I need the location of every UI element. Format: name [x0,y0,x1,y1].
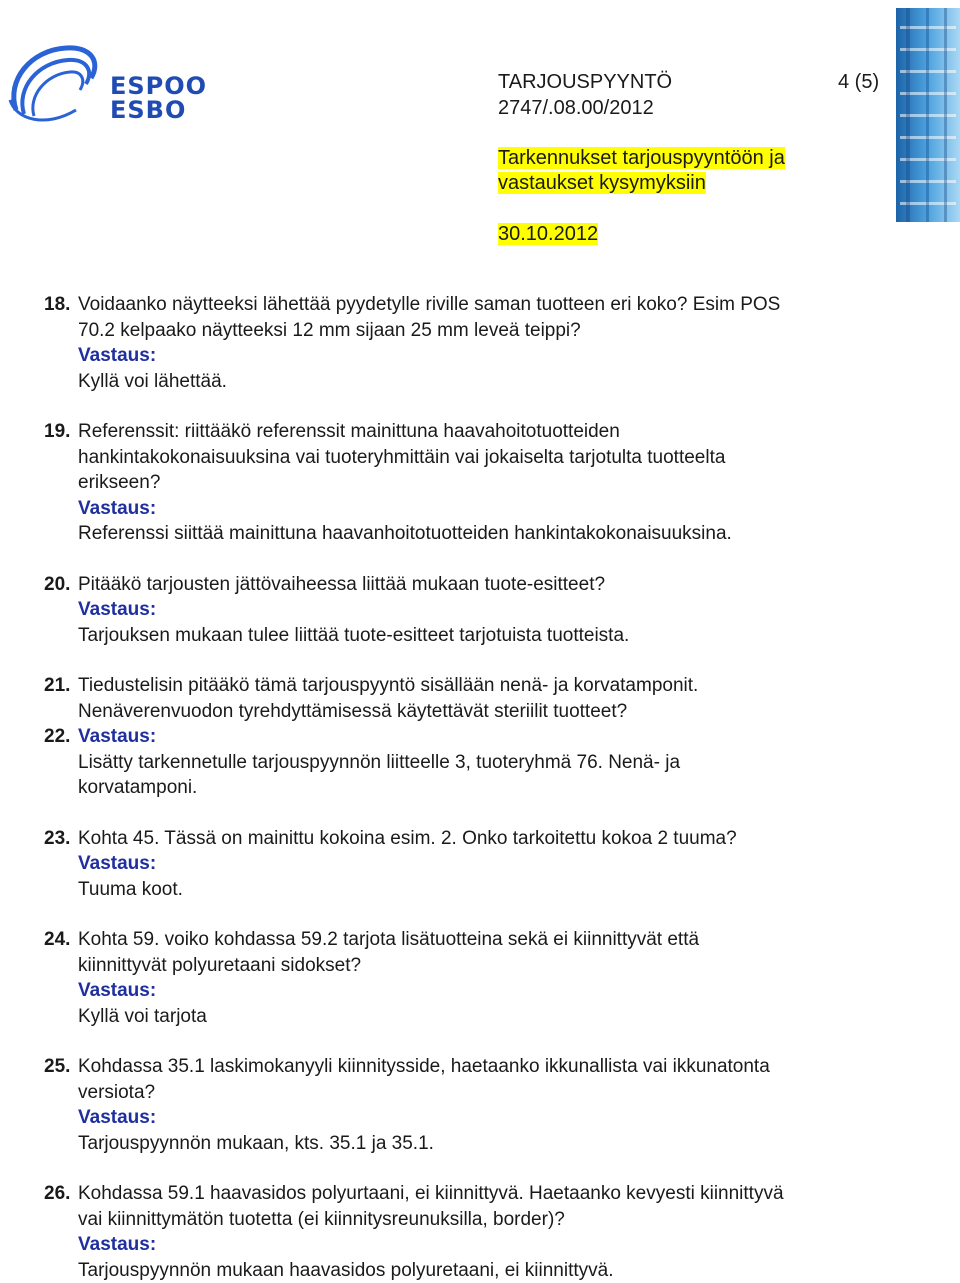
logo-text-esbo: ESBO [110,98,186,122]
answer-line: korvatamponi. [78,775,914,801]
question-line: vai kiinnittymätön tuotetta (ei kiinnitysreunuksilla, border)? [78,1207,914,1233]
subtitle-line-2: vastaukset kysymyksiin [498,172,706,194]
answer-label: Vastaus: [78,978,914,1004]
question-line: 70.2 kelpaako näytteeksi 12 mm sijaan 25 mm leveä teippi? [78,318,914,344]
spacer [44,547,914,572]
answer-label: Vastaus: [78,343,914,369]
decorative-stripe-graphic [896,8,960,222]
answer-label: Vastaus: [78,724,914,750]
qa-item [44,1181,914,1283]
item-number: 18. [44,292,70,318]
answer-label: Vastaus: [78,851,914,877]
item-number: 20. [44,572,70,598]
qa-item [44,724,914,801]
answer-line: Kyllä voi lähettää. [78,369,914,395]
answer-label: Vastaus: [78,1232,914,1258]
answer-line: Tuuma koot. [78,877,914,903]
item-number: 23. [44,826,70,852]
page-number: 4 (5) [838,70,879,94]
answer-line: Tarjouksen mukaan tulee liittää tuote-esitteet tarjotuista tuotteista. [78,623,914,649]
qa-list [44,292,914,1283]
question-line: Kohta 59. voiko kohdassa 59.2 tarjota lisätuotteina sekä ei kiinnittyvät että [78,927,914,953]
subtitle-line-1: Tarkennukset tarjouspyyntöön ja [498,147,785,169]
qa-item [44,826,914,903]
question-line: versiota? [78,1080,914,1106]
espoo-logo [6,40,196,130]
spacer [44,1029,914,1054]
qa-item [44,419,914,547]
question-line: kiinnittyvät polyuretaani sidokset? [78,953,914,979]
qa-item [44,572,914,649]
answer-label: Vastaus: [78,1105,914,1131]
item-number: 19. [44,419,70,445]
spacer [44,648,914,673]
logo-text-espoo: ESPOO [110,74,207,98]
question-line: Tiedustelisin pitääkö tämä tarjouspyyntö sisällään nenä- ja korvatamponit. [78,673,914,699]
spacer [44,1156,914,1181]
answer-label: Vastaus: [78,496,914,522]
item-number: 24. [44,927,70,953]
spacer [44,394,914,419]
item-number: 26. [44,1181,70,1207]
reference-number: 2747/.08.00/2012 [498,96,654,120]
question-line: Kohta 45. Tässä on mainittu kokoina esim. 2. Onko tarkoitettu kokoa 2 tuuma? [78,826,914,852]
question-line: hankintakokonaisuuksina vai tuoteryhmittäin vai jokaiselta tarjotulta tuotteelta [78,445,914,471]
question-line: Kohdassa 59.1 haavasidos polyurtaani, ei kiinnittyvä. Haetaanko kevyesti kiinnittyvä [78,1181,914,1207]
answer-line: Lisätty tarkennetulle tarjouspyynnön liitteelle 3, tuoteryhmä 76. Nenä- ja [78,750,914,776]
qa-item [44,673,914,724]
question-line: Referenssit: riittääkö referenssit mainittuna haavahoitotuotteiden [78,419,914,445]
qa-item [44,292,914,394]
answer-line: Kyllä voi tarjota [78,1004,914,1030]
document-title: TARJOUSPYYNTÖ [498,70,672,94]
question-line: Voidaanko näytteeksi lähettää pyydetylle riville saman tuotteen eri koko? Esim POS [78,292,914,318]
document-date: 30.10.2012 [498,223,598,245]
item-number: 25. [44,1054,70,1080]
answer-line: Tarjouspyynnön mukaan, kts. 35.1 ja 35.1. [78,1131,914,1157]
answer-line: Referenssi siittää mainittuna haavanhoitotuotteiden hankintakokonaisuuksina. [78,521,914,547]
question-line: erikseen? [78,470,914,496]
spacer [44,801,914,826]
answer-line: Tarjouspyynnön mukaan haavasidos polyuretaani, ei kiinnittyvä. [78,1258,914,1283]
answer-label: Vastaus: [78,597,914,623]
question-line: Pitääkö tarjousten jättövaiheessa liittää mukaan tuote-esitteet? [78,572,914,598]
question-line: Kohdassa 35.1 laskimokanyyli kiinnitysside, haetaanko ikkunallista vai ikkunatonta [78,1054,914,1080]
item-number: 22. [44,724,70,750]
qa-item [44,927,914,1029]
item-number: 21. [44,673,70,699]
question-line: Nenäverenvuodon tyrehdyttämisessä käytettävät steriilit tuotteet? [78,699,914,725]
qa-item [44,1054,914,1156]
spacer [44,902,914,927]
